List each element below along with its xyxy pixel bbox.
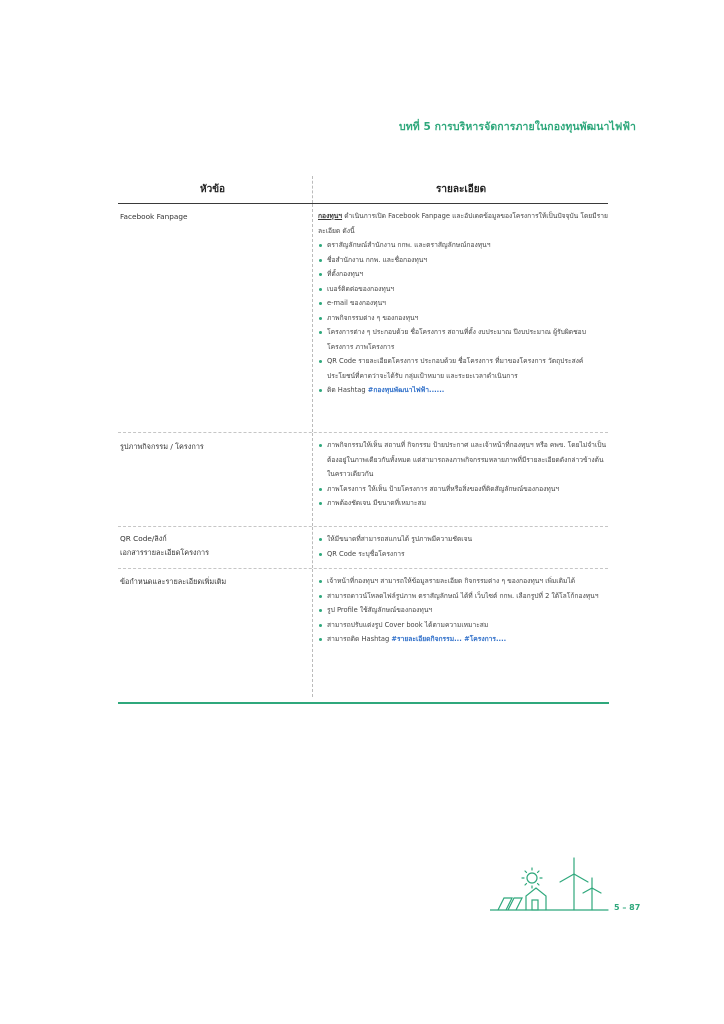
energy-illustration-icon [490, 856, 610, 916]
list-item: e-mail ของกองทุนฯ [318, 296, 608, 311]
list-item: ที่ตั้งกองทุนฯ [318, 267, 608, 282]
list-item: โครงการต่าง ๆ ประกอบด้วย ชื่อโครงการ สถานที่ตั้ง งบประมาณ ปีงบประมาณ ผู้รับผิดชอบโครงการ ภาพโครงการ [318, 325, 608, 354]
table-bottom-rule [118, 702, 609, 704]
list-item-hashtag [318, 383, 608, 398]
hashtag-prefix: ติด Hashtag [327, 386, 368, 394]
row-detail [318, 433, 608, 511]
table-row [118, 569, 608, 697]
intro-text: ดำเนินการเปิด Facebook Fanpage และอัปเดตข้อมูลของโครงการให้เป็นปัจจุบัน โดยมีรายละเอียด ดังนี้ [318, 212, 608, 235]
hashtag: #กองทุนพัฒนาไฟฟ้า...... [367, 386, 445, 394]
list-item: ภาพกิจกรรมต่าง ๆ ของกองทุนฯ [318, 311, 608, 326]
header-detail: รายละเอียด [436, 184, 487, 195]
row-topic [120, 532, 302, 560]
list-item: ภาพกิจกรรมให้เห็น สถานที่ กิจกรรม ป้ายประกาศ และเจ้าหน้าที่กองทุนฯ หรือ คพข. โดยไม่จำเป็นต้องอยู่ในภาพเดียวกันทั้งหมด แต่สามารถลงภาพกิจกรรมหลายภาพที่มีรายละเอียดดังกล่าวข้างต้นในคราวเดียวกัน [318, 438, 608, 482]
table-row [118, 527, 608, 569]
list-item: สามารถดาวน์โหลดไฟล์รูปภาพ ตราสัญลักษณ์ ได้ที่ เว็บไซต์ กกพ. เลือกรูปที่ 2 ใต้โลโก้กองทุนฯ [318, 589, 608, 604]
row-topic-line: QR Code/ลิงก์ [120, 534, 167, 543]
header-topic: หัวข้อ [200, 184, 226, 195]
row-topic: ข้อกำหนดและรายละเอียดเพิ่มเติม [120, 577, 227, 586]
list-item: เจ้าหน้าที่กองทุนฯ สามารถให้ข้อมูลรายละเอียด กิจกรรมต่าง ๆ ของกองทุนฯ เพิ่มเติมได้ [318, 574, 608, 589]
row-topic: Facebook Fanpage [120, 212, 188, 221]
list-item: เบอร์ติดต่อของกองทุนฯ [318, 282, 608, 297]
row-topic-line: เอกสารรายละเอียดโครงการ [120, 548, 210, 557]
details-table [118, 170, 608, 697]
table-row [118, 433, 608, 527]
hashtag-prefix: สามารถติด Hashtag [327, 635, 392, 643]
list-item: ภาพต้องชัดเจน มีขนาดที่เหมาะสม [318, 496, 608, 511]
list-item: ชื่อสำนักงาน กกพ. และชื่อกองทุนฯ [318, 253, 608, 268]
list-item-hashtag [318, 632, 608, 647]
page-number: 5 – 87 [614, 903, 641, 912]
chapter-title: บทที่ 5 การบริหารจัดการภายในกองทุนพัฒนาไฟฟ้า [398, 121, 636, 133]
list-item: ให้มีขนาดที่สามารถสแกนได้ รูปภาพมีความชัดเจน [318, 532, 608, 547]
list-item: ภาพโครงการ ให้เห็น ป้ายโครงการ สถานที่หรือสิ่งของที่ติดสัญลักษณ์ของกองทุนฯ [318, 482, 608, 497]
row-detail [318, 569, 608, 647]
row-topic: รูปภาพกิจกรรม / โครงการ [120, 442, 204, 451]
hashtag: #รายละเอียดกิจกรรม... #โครงการ.... [391, 635, 507, 643]
row-detail [318, 204, 608, 398]
row-detail [318, 527, 608, 561]
list-item: ตราสัญลักษณ์สำนักงาน กกพ. และตราสัญลักษณ์กองทุนฯ [318, 238, 608, 253]
fund-abbrev: กองทุนฯ [318, 212, 343, 220]
list-item: QR Code รายละเอียดโครงการ ประกอบด้วย ชื่อโครงการ ที่มาของโครงการ วัตถุประสงค์ ประโยชน์ที่คาดว่าจะได้รับ กลุ่มเป้าหมาย และระยะเวลาดำเนินการ [318, 354, 608, 383]
list-item: QR Code ระบุชื่อโครงการ [318, 547, 608, 562]
list-item: สามารถปรับแต่งรูป Cover book ได้ตามความเหมาะสม [318, 618, 608, 633]
table-row [118, 204, 608, 433]
table-header [118, 170, 608, 204]
list-item: รูป Profile ใช้สัญลักษณ์ของกองทุนฯ [318, 603, 608, 618]
